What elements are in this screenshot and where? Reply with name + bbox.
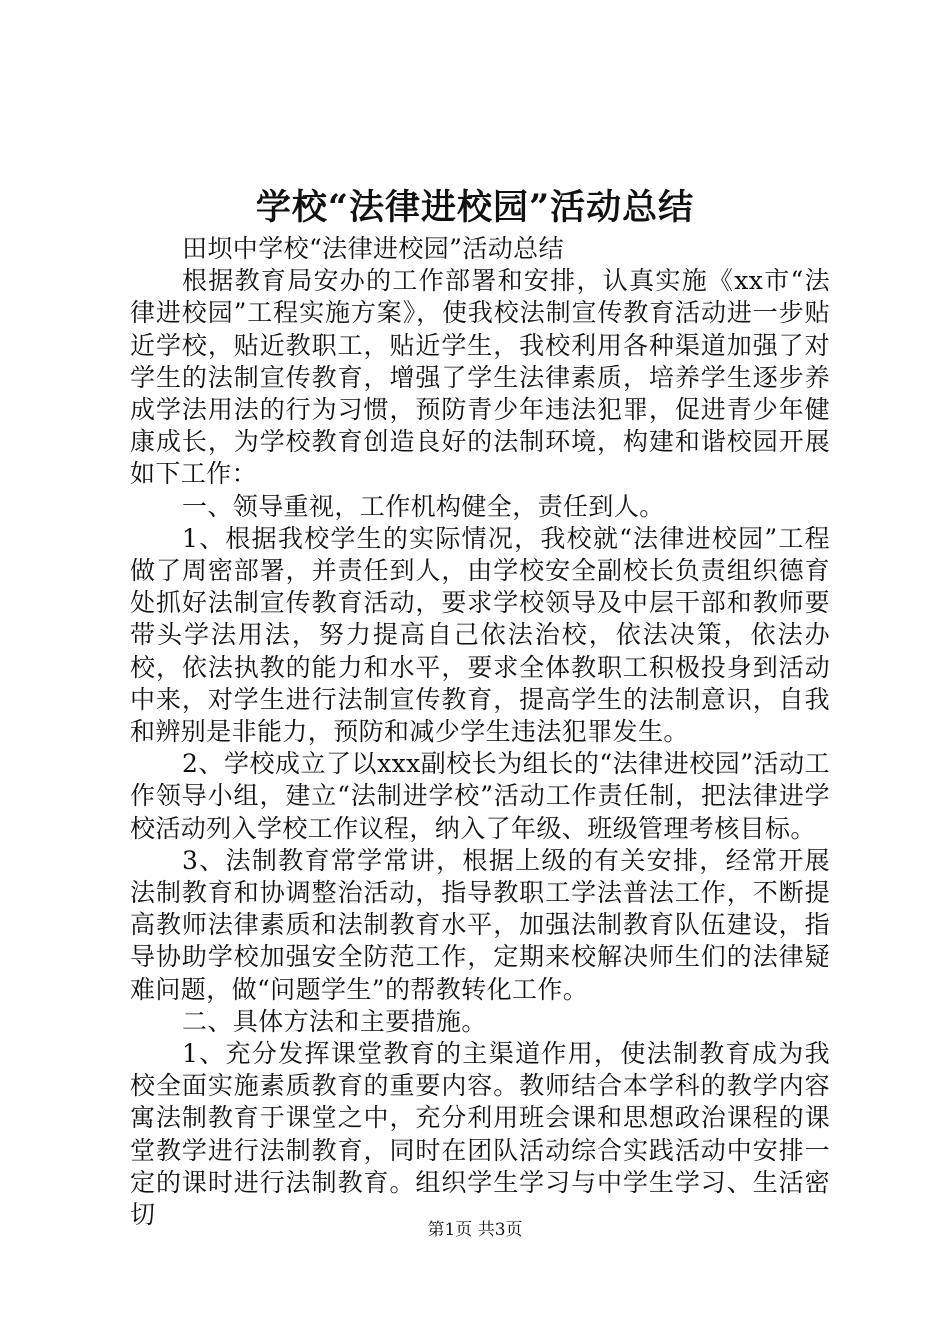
paragraph-subtitle: 田坝中学校“法律进校园”活动总结 [182, 234, 564, 263]
section-heading-2: 二、具体方法和主要措施。 [182, 1006, 487, 1036]
document-title: 学校“法律进校园”活动总结 [255, 187, 695, 228]
paragraph-2-1: 1、充分发挥课堂教育的主渠道作用，使法制教育成为我校全面实施素质教育的重要内容。教师结合本学科的教学内容寓法制教育于课堂之中，充分利用班会课和思想政治课程的课堂教学进行法制教育，同时在团队活动综合实践活动中安排一定的课时进行法制教育。组织学生学习与中学生学习、生活密切 [130, 1039, 830, 1230]
paragraph-intro: 根据教育局安办的工作部署和安排，认真实施《xx市“法律进校园”工程实施方案》，使我校法制宣传教育活动进一步贴近学校，贴近教职工，贴近学生，我校利用各种渠道加强了对学生的法制宣传教育，增强了学生法律素质，培养学生逐步养成学法用法的行为习惯，预防青少年违法犯罪，促进青少年健康成长，为学校教育创造良好的法制环境，构建和谐校园开展如下工作： [130, 266, 830, 489]
paragraph-1-1: 1、根据我校学生的实际情况，我校就“法律进校园”工程做了周密部署，并责任到人，由学校安全副校长负责组织德育处抓好法制宣传教育活动，要求学校领导及中层干部和教师要带头学法用法，努力提高自己依法治校，依法决策，依法办校，依法执教的能力和水平，要求全体教职工积极投身到活动中来，对学生进行法制宣传教育，提高学生的法制意识，自我和辨别是非能力，预防和减少学生违法犯罪发生。 [130, 523, 830, 747]
page-number-footer: 第1页 共3页 [427, 1220, 523, 1240]
paragraph-1-2: 2、学校成立了以xxx副校长为组长的“法律进校园”活动工作领导小组，建立“法制进学校”活动工作责任制，把法律进学校活动列入学校工作议程，纳入了年级、班级管理考核目标。 [130, 749, 830, 843]
document-body [130, 233, 830, 1231]
section-heading-1: 一、领导重视，工作机构健全，责任到人。 [182, 491, 665, 521]
paragraph-1-3: 3、法制教育常学常讲，根据上级的有关安排，经常开展法制教育和协调整治活动，指导教职工学法普法工作，不断提高教师法律素质和法制教育水平，加强法制教育队伍建设，指导协助学校加强安全防范工作，定期来校解决师生们的法律疑难问题，做“问题学生”的帮教转化工作。 [130, 845, 830, 1004]
